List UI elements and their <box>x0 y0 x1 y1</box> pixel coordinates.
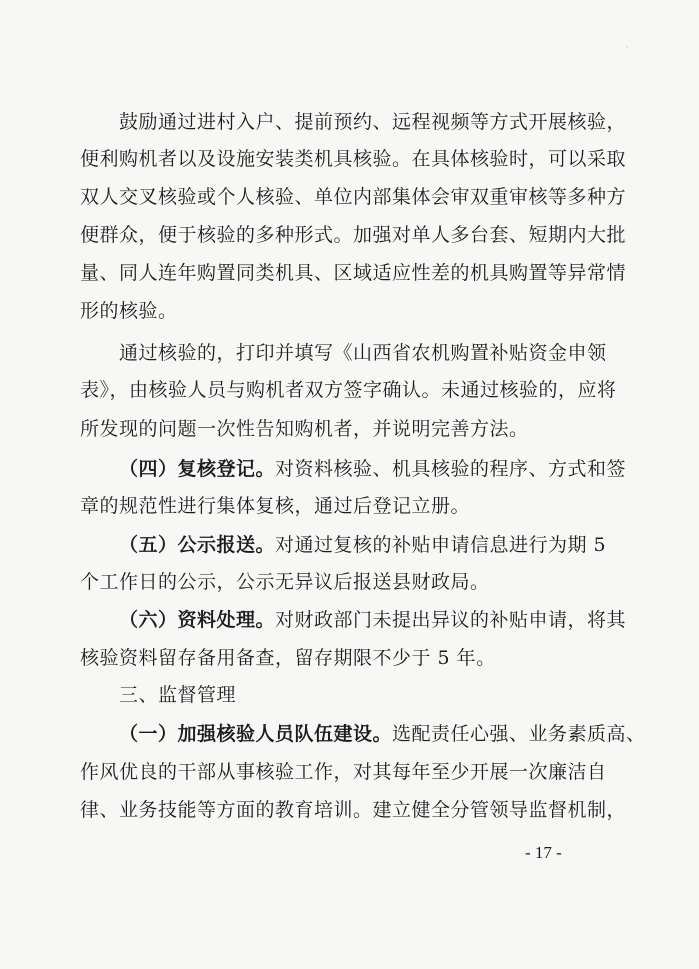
paragraph-line: 鼓励通过进村入户、提前预约、远程视频等方式开展核验， <box>119 111 627 133</box>
paragraph-line: 便群众，便于核验的多种形式。加强对单人多台套、短期内大批 <box>80 224 627 246</box>
item-data-handling <box>119 611 626 630</box>
item-strengthen-team <box>119 725 646 744</box>
item-text: 选配责任心强、业务素质高、 <box>392 723 646 745</box>
paragraph-line: 表》，由核验人员与购机者双方签字确认。未通过核验的，应将 <box>80 379 617 401</box>
paragraph-line: 章的规范性进行集体复核，通过后登记立册。 <box>80 495 471 517</box>
item-title: （四）复核登记。 <box>119 458 276 480</box>
item-text: 对财政部门未提出异议的补贴申请，将其 <box>275 609 627 631</box>
item-text: 对资料核验、机具核验的程序、方式和签 <box>275 458 627 480</box>
item-publicity-submission <box>119 536 606 555</box>
item-title: （五）公示报送。 <box>119 534 276 556</box>
section-heading: 三、监督管理 <box>119 684 237 706</box>
paragraph-line: 形的核验。 <box>80 300 178 322</box>
paragraph-line: 双人交叉核验或个人核验、单位内部集体会审双重审核等多种方 <box>80 186 627 208</box>
paragraph-line: 核验资料留存备用备查，留存期限不少于 5 年。 <box>80 647 496 669</box>
paragraph-line: 便利购机者以及设施安装类机具核验。在具体核验时，可以采取 <box>80 148 627 170</box>
item-title: （六）资料处理。 <box>119 609 276 631</box>
paragraph-line: 量、同人连年购置同类机具、区域适应性差的机具购置等异常情 <box>80 262 627 284</box>
page-number: - 17 - <box>525 843 562 862</box>
paragraph-line: 作风优良的干部从事核验工作，对其每年至少开展一次廉洁自 <box>80 761 607 783</box>
bleed-through-mark: · <box>625 40 630 56</box>
paragraph-line: 所发现的问题一次性告知购机者，并说明完善方法。 <box>80 418 529 440</box>
paragraph-line: 律、业务技能等方面的教育培训。建立健全分管领导监督机制， <box>80 799 627 821</box>
item-review-registration <box>119 460 626 479</box>
item-title: （一）加强核验人员队伍建设。 <box>119 723 393 745</box>
item-text: 对通过复核的补贴申请信息进行为期 5 <box>275 534 607 556</box>
paragraph-line: 个工作日的公示，公示无异议后报送县财政局。 <box>80 571 490 593</box>
paragraph-line: 通过核验的，打印并填写《山西省农机购置补贴资金申领 <box>119 342 607 364</box>
